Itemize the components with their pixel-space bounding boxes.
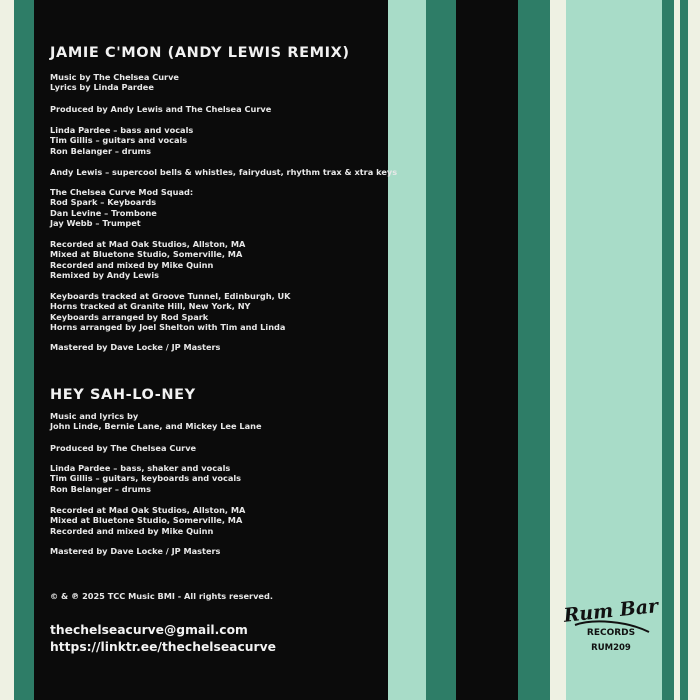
credit-line: Produced by The Chelsea Curve	[50, 443, 197, 453]
credit-block	[50, 463, 241, 494]
credit-block	[50, 167, 397, 177]
credit-line: Recorded and mixed by Mike Quinn	[50, 525, 214, 536]
contact-link[interactable]: https://linktr.ee/thechelseacurve	[50, 640, 276, 654]
credit-block	[50, 104, 271, 114]
credit-line: Dan Levine – Trombone	[50, 207, 157, 218]
credit-line: Recorded and mixed by Mike Quinn	[50, 259, 214, 270]
rum-bar-records-logo	[562, 595, 660, 655]
credit-line: Horns tracked at Granite Hill, New York, NY	[50, 301, 251, 312]
logo-name: Rum Bar	[562, 595, 660, 627]
catalog-number: RUM209	[591, 643, 631, 653]
credit-line: Music and lyrics by	[50, 411, 139, 421]
credit-line: Lyrics by Linda Pardee	[50, 82, 154, 93]
track2-title: HEY SAH-LO-NEY	[50, 387, 196, 403]
credit-line: Tim Gillis – guitars and vocals	[50, 135, 188, 146]
credit-block	[50, 187, 193, 228]
credit-line: Ron Belanger – drums	[50, 145, 151, 156]
credit-line: Ron Belanger – drums	[50, 483, 151, 494]
stripe-cream-right	[688, 0, 700, 700]
credit-line: Produced by Andy Lewis and The Chelsea Curve	[50, 104, 272, 114]
stripe-cream-1	[550, 0, 566, 700]
stripe-mint-1	[388, 0, 426, 700]
credit-line: Recorded at Mad Oak Studios, Allston, MA	[50, 239, 246, 249]
credit-line: Keyboards arranged by Rod Spark	[50, 311, 209, 322]
credit-line: Keyboards tracked at Groove Tunnel, Edinburgh, UK	[50, 291, 291, 301]
credit-line: Linda Pardee – bass, shaker and vocals	[50, 463, 231, 473]
credit-line: Tim Gillis – guitars, keyboards and vocals	[50, 473, 242, 484]
credit-line: John Linde, Bernie Lane, and Mickey Lee Lane	[50, 421, 262, 432]
logo-sub: RECORDS	[586, 628, 636, 638]
credit-line: Recorded at Mad Oak Studios, Allston, MA	[50, 505, 246, 515]
credit-line: Horns arranged by Joel Shelton with Tim and Linda	[50, 321, 286, 332]
track1-title: JAMIE C'MON (ANDY LEWIS REMIX)	[50, 45, 350, 61]
credit-block	[50, 72, 179, 93]
credit-line: The Chelsea Curve Mod Squad:	[50, 187, 194, 197]
credit-block	[50, 239, 245, 280]
credit-block	[50, 505, 245, 536]
credit-line: Remixed by Andy Lewis	[50, 269, 160, 280]
credit-line: Mixed at Bluetone Studio, Somerville, MA	[50, 249, 243, 260]
credit-line: Mastered by Dave Locke / JP Masters	[50, 546, 221, 556]
credit-block	[50, 291, 291, 332]
credit-block	[50, 443, 196, 453]
stripe-green-2	[518, 0, 550, 700]
stripe-green-4	[680, 0, 688, 700]
credit-line: Linda Pardee – bass and vocals	[50, 125, 194, 135]
contact-email[interactable]: thechelseacurve@gmail.com	[50, 623, 248, 637]
credit-line: Mixed at Bluetone Studio, Somerville, MA	[50, 515, 243, 526]
stripe-green-3	[662, 0, 674, 700]
credit-line: Jay Webb – Trumpet	[50, 217, 141, 228]
copyright-notice: © & ℗ 2025 TCC Music BMI - All rights reserved.	[50, 591, 273, 601]
stripe-cream-left	[0, 0, 14, 700]
stripe-green-1	[426, 0, 456, 700]
credit-line: Andy Lewis – supercool bells & whistles, fairydust, rhythm trax & xtra keys	[50, 167, 398, 177]
credit-block	[50, 342, 220, 352]
credit-block	[50, 125, 193, 156]
credit-line: Music by The Chelsea Curve	[50, 72, 179, 82]
credit-block	[50, 546, 220, 556]
credit-line: Rod Spark – Keyboards	[50, 197, 157, 208]
stripe-green-left	[14, 0, 34, 700]
stripe-black-1	[456, 0, 518, 700]
credit-line: Mastered by Dave Locke / JP Masters	[50, 342, 221, 352]
credit-block	[50, 411, 262, 432]
